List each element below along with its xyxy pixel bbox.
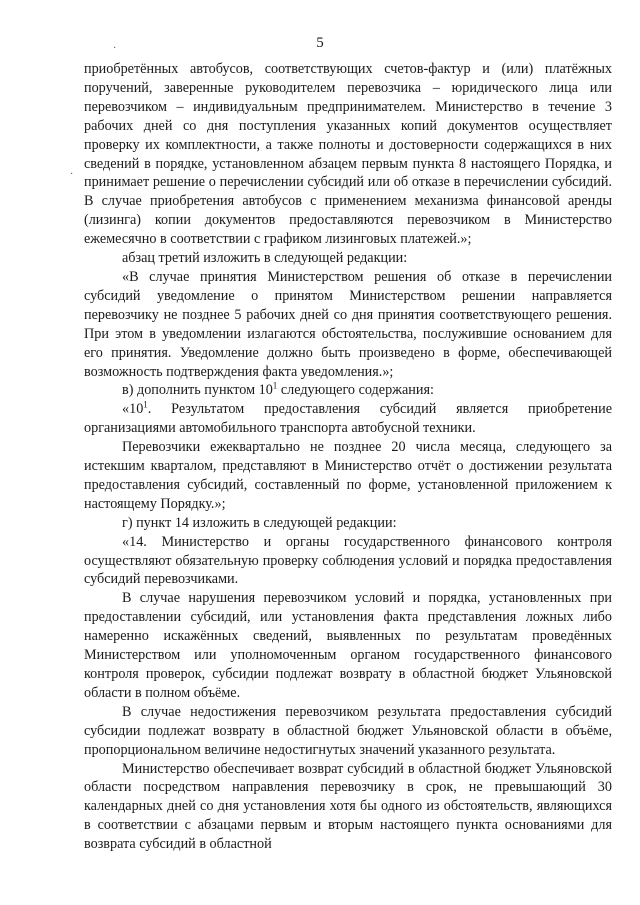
paragraph [84,381,612,400]
paragraph: Перевозчики ежеквартально не позднее 20 числа месяца, следующего за истекшим кварталом, представляют в Министерство отчёт о достижении результата предоставления субсидий, составленный по форме, установленной приложением к настоящему Порядку.»; [84,439,612,512]
paragraph: приобретённых автобусов, соответствующих счетов-фактур и (или) платёжных поручений, заверенные руководителем перевозчика – юридического лица или перевозчиком – индивидуальным предпринимателем. Министерство в течение 3 рабочих дней со дня поступления указанных копий документов осуществляет проверку их комплектности, а также полноты и достоверности содержащихся в них сведений в порядке, установленном абзацем первым пункта 8 настоящего Порядка, и принимает решение о перечислении субсидий или об отказе в перечислении субсидий. В случае приобретения автобусов с применением механизма финансовой аренды (лизинга) копии документов предоставляются перевозчиком в Министерство ежемесячно в соответствии с графиком лизинговых платежей.»; [84,61,612,248]
paragraph: В случае недостижения перевозчиком результата предоставления субсидий субсидии подлежат возврату в областной бюджет Ульяновской области в объёме, пропорциональном величине недостигнутых значений указанного результата. [84,703,612,758]
paragraph-text: «10 [122,401,144,418]
paragraph-text: в) дополнить пунктом 10 [122,382,273,399]
paragraph-text: следующего содержания: [277,382,434,399]
paragraph [84,400,612,438]
scan-dot: · [70,169,74,180]
paragraph-text: . Результатом предоставления субсидий является приобретение организациями автомобильного транспорта автобусной техники. [84,401,612,437]
page-number: 5 [316,35,324,51]
scan-dot: · [113,43,117,54]
superscript: 1 [272,380,278,391]
paragraph: Министерство обеспечивает возврат субсидий в областной бюджет Ульяновской области посредством направления перевозчику в срок, не превышающий 30 календарных дней со дня установления хотя бы одного из обстоятельств, являющихся в соответствии с абзацами первым и вторым настоящего пункта основаниями для возврата субсидий в областной [84,760,612,853]
paragraph: абзац третий изложить в следующей редакции: [122,250,408,267]
document-body [84,60,612,854]
paragraph: «В случае принятия Министерством решения об отказе в перечислении субсидий уведомление о принятом Министерством решении направляется перевозчику не позднее 5 рабочих дней со дня принятия соответствующего решения. При этом в уведомлении излагаются обстоятельства, послужившие основанием для его принятия. Уведомление должно быть произведено в форме, обеспечивающей возможность подтверждения факта уведомления.»; [84,268,612,380]
paragraph: «14. Министерство и органы государственного финансового контроля осуществляют обязательную проверку соблюдения условий и порядка предоставления субсидий перевозчиками. [84,533,612,588]
paragraph: В случае нарушения перевозчиком условий и порядка, установленных при предоставлении субсидий, или установления факта представления ложных либо намеренно искажённых сведений, выявленных по результатам проведённых Министерством или уполномоченным органом государственного финансового контроля проверок, субсидии подлежат возврату в областной бюджет Ульяновской области в полном объёме. [84,590,612,701]
superscript: 1 [143,399,148,410]
paragraph: г) пункт 14 изложить в следующей редакции: [122,514,397,531]
